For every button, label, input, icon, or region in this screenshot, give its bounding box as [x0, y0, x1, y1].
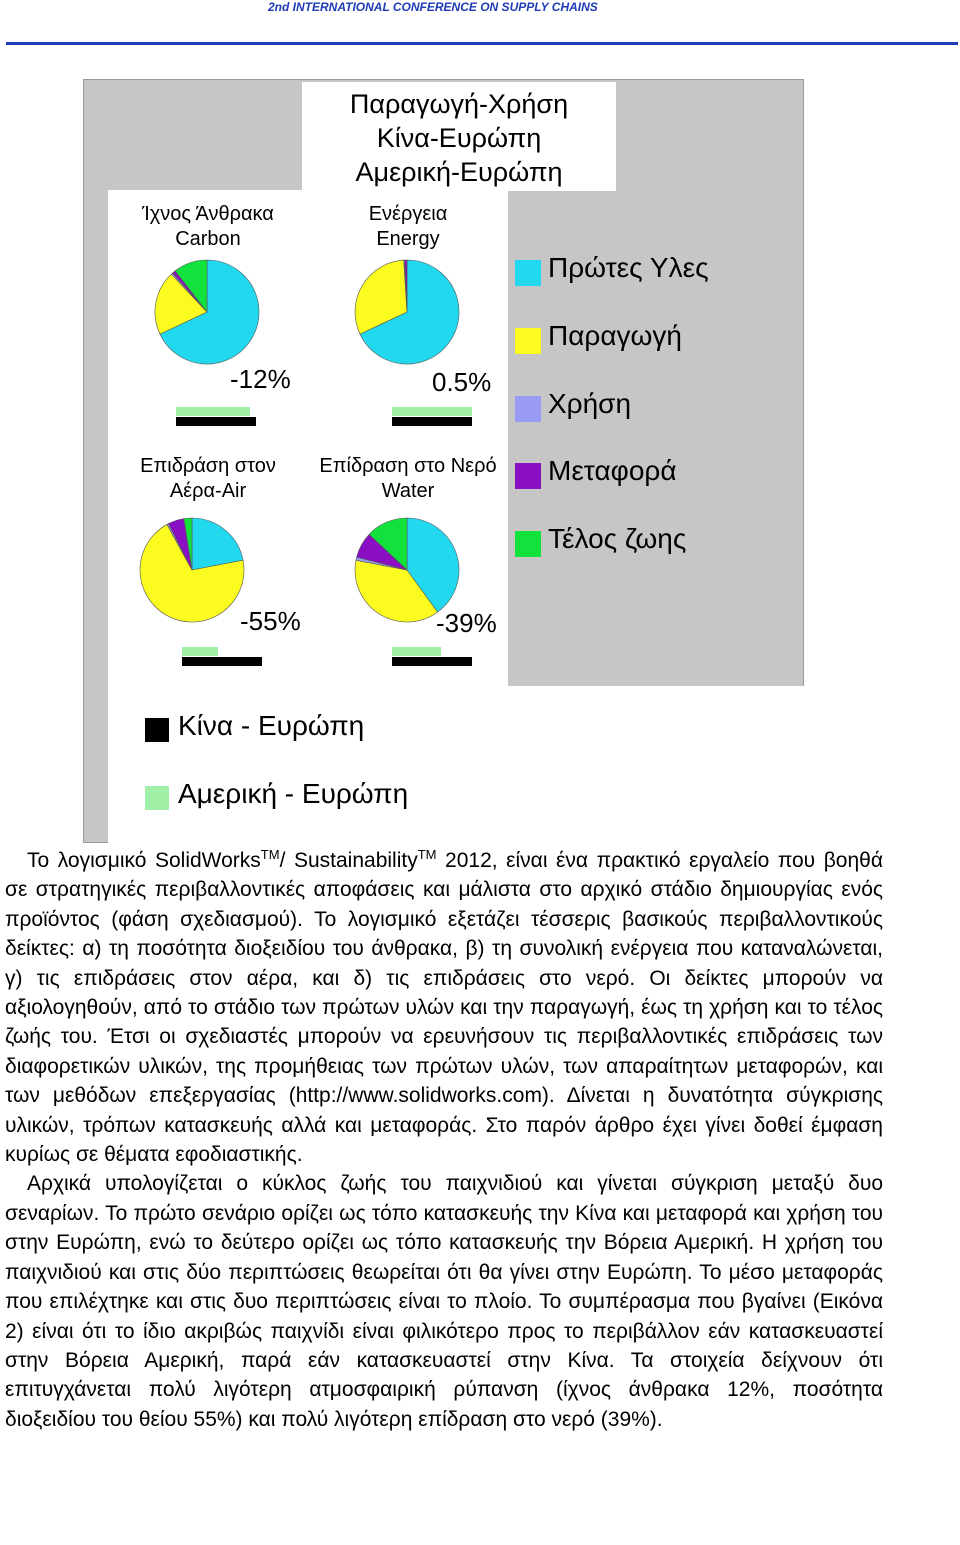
- legend-label: Πρώτες Υλες: [548, 252, 709, 283]
- figure-title-line-3: Αμερική-Ευρώπη: [355, 157, 563, 187]
- bar-china-energy: [392, 417, 472, 426]
- paragraph-1: [5, 840, 883, 1169]
- legend-swatch: [515, 328, 541, 354]
- legend-swatch: [145, 786, 169, 810]
- legend-label: Χρήση: [548, 388, 632, 419]
- figure-title-line-1: Παραγωγή-Χρήση: [349, 89, 569, 119]
- legend-swatch: [515, 396, 541, 422]
- panel-title-line-2: Water: [381, 480, 435, 502]
- panel-carbon: [108, 190, 308, 438]
- body-text: [5, 840, 883, 1434]
- legend-swatch: [515, 531, 541, 557]
- p1-text-rest: 2012, είναι ένα πρακτικό εργαλείο που βοηθά σε στρατηγικές περιβαλλοντικές αποφάσεις και μάλιστα στο αρχικό στάδιο δημιουργίας ενός προϊόντος (φάση σχεδιασμού). Το λογισμικό εξετάζει τέσσερις βασικούς περιβαλλοντικούς δείκτες: α) τη ποσότητα διοξειδίου του άνθρακα, β) τη συνολική ενέργεια που καταναλώνεται, γ) τις επιδράσεις στον αέρα, και δ) τις επιδράσεις στο νερό. Οι δείκτες μπορούν να αξιολογηθούν, από το στάδιο των πρώτων υλών και την παραγωγή, έως τη χρήση και το τέλος ζωής του. Έτσι οι σχεδιαστές μπορούν να ερευνήσουν τις περιβαλλοντικές επιδράσεις των διαφορετικών υλικών, της προμήθειας των πρώτων υλών, των απαραίτητων μεταφορών, και των μεθόδων επεξεργασίας (http://www.solidworks.com). Δίνεται η δυνατότητα σύγκρισης υλικών, τρόπων κατασκευής αλλά και μεταφοράς. Στο παρόν άρθρο έχει γίνει δοθεί έμφαση κυρίως σε θέματα εφοδιαστικής.: [5, 849, 883, 1167]
- panel-water: [308, 438, 508, 686]
- bar-china-carbon: [176, 417, 256, 426]
- panel-title-line-2: Αέρα-Air: [169, 480, 247, 502]
- bar-america-carbon: [176, 407, 250, 416]
- panel-title-line-2: Carbon: [175, 228, 241, 250]
- panel-title-line-1: Επιδράση στον: [140, 455, 276, 477]
- legend-label: Κίνα - Ευρώπη: [178, 710, 365, 741]
- legend-swatch: [515, 260, 541, 286]
- legend-swatch: [515, 463, 541, 489]
- p1-text-mid: / Sustainability: [279, 849, 418, 872]
- panel-title-line-1: Επίδραση στο Νερό: [319, 455, 497, 477]
- panel-energy: [308, 190, 508, 438]
- bar-america-water: [392, 647, 441, 656]
- legend-label: Τέλος ζωης: [548, 523, 687, 554]
- change-percent-water: -39%: [436, 608, 497, 638]
- bar-america-air: [182, 647, 218, 656]
- figure-title-box: [302, 82, 616, 191]
- change-percent-carbon: -12%: [230, 364, 291, 394]
- trademark-mark: TM: [260, 847, 280, 862]
- legend-label: Παραγωγή: [548, 320, 682, 351]
- panel-title-line-1: Ίχνος Άνθρακα: [142, 203, 274, 225]
- header-rule: [6, 42, 958, 45]
- pie-chart-carbon: [108, 190, 308, 438]
- trademark-mark: TM: [417, 847, 437, 862]
- bar-china-air: [182, 657, 262, 666]
- panel-air: [108, 438, 308, 686]
- bar-china-water: [392, 657, 472, 666]
- bar-america-energy: [392, 407, 472, 416]
- legend-swatch: [145, 718, 169, 742]
- legend-label: Μεταφορά: [548, 455, 677, 486]
- conference-title: 2nd INTERNATIONAL CONFERENCE ON SUPPLY CHAINS: [268, 0, 598, 14]
- p1-text-start: Το λογισμικό SolidWorks: [27, 849, 261, 872]
- paragraph-2: Αρχικά υπολογίζεται ο κύκλος ζωής του παιχνιδιού και γίνεται σύγκριση μεταξύ δυο σεναρίων. Το πρώτο σενάριο ορίζει ως τόπο κατασκευής την Κίνα και μεταφορά και χρήση του στην Ευρώπη, ενώ το δεύτερο ορίζει ως τόπο κατασκευής την Βόρεια Αμερική. Η χρήση του παιχνιδιού και στις δύο περιπτώσεις θεωρείται ότι θα γίνει στην Ευρώπη. Το μέσο μεταφοράς που επιλέχτηκε και στις δυο περιπτώσεις είναι το πλοίο. Το συμπέρασμα που βγαίνει (Εικόνα 2) είναι ότι το ίδιο ακριβώς παιχνίδι είναι φιλικότερο προς το περιβάλλον εάν κατασκευαστεί στην Βόρεια Αμερική, παρά εάν κατασκευαστεί στην Κίνα. Τα στοιχεία δείχνουν ότι επιτυγχάνεται πολύ λιγότερη ατμοσφαιρική ρύπανση (ίχνος άνθρακα 12%, ποσότητα διοξειδίου του θείου 55%) και πολύ λιγότερη επίδραση στο νερό (39%).: [5, 1172, 883, 1431]
- panel-title-line-1: Ενέργεια: [368, 203, 448, 225]
- change-percent-air: -55%: [240, 606, 301, 636]
- pie-chart-energy: [308, 190, 508, 438]
- change-percent-energy: 0.5%: [432, 367, 492, 397]
- figure-title-line-2: Κίνα-Ευρώπη: [376, 123, 542, 153]
- panel-title-line-2: Energy: [376, 228, 440, 250]
- running-header: [0, 0, 960, 46]
- legend-label: Αμερική - Ευρώπη: [178, 778, 409, 809]
